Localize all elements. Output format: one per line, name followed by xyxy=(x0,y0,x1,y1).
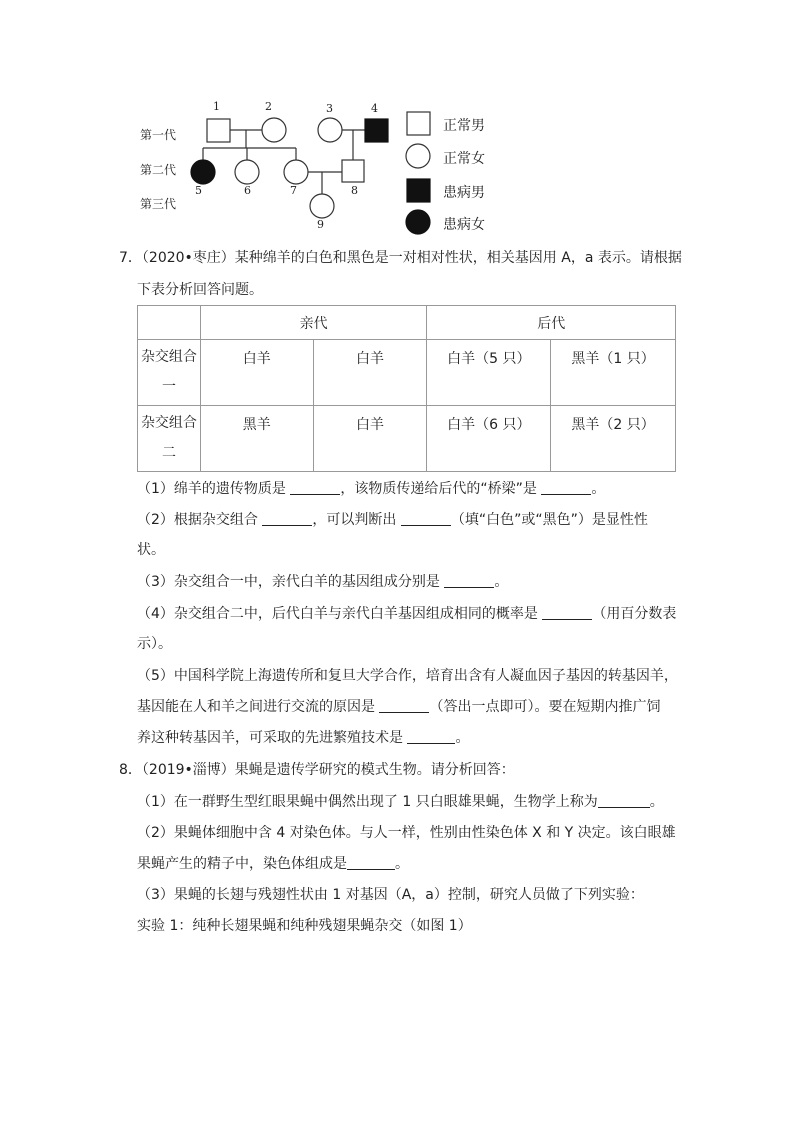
row-label-text: 杂交组合 xyxy=(140,349,197,365)
text: （1）在一群野生型红眼果蝇中偶然出现了 1 只白眼雄果蝇，生物学上称为 xyxy=(137,794,598,810)
answer-blank[interactable] xyxy=(290,480,340,495)
individual-number-3: 3 xyxy=(326,102,333,115)
text: （4）杂交组合二中，后代白羊与亲代白羊基因组成相同的概率是 xyxy=(137,606,538,622)
text: 果蝇产生的精子中，染色体组成是 xyxy=(137,856,347,872)
text: （2）根据杂交组合 xyxy=(137,512,258,528)
answer-blank[interactable] xyxy=(444,573,494,588)
table-header-offspring: 后代 xyxy=(427,306,676,340)
q7-sub-2 xyxy=(137,510,648,530)
individual-number-1: 1 xyxy=(213,100,220,113)
individual-number-9: 9 xyxy=(317,218,324,231)
individual-4-affected-male xyxy=(365,119,388,142)
table-header-empty xyxy=(138,306,201,340)
text: 。 xyxy=(455,730,470,746)
pedigree-chart xyxy=(0,0,794,240)
row-label-text: 杂交组合 xyxy=(140,415,197,431)
individual-8-normal-male xyxy=(342,160,364,182)
text: ，该物质传递给后代的“桥梁”是 xyxy=(340,481,537,497)
answer-blank[interactable] xyxy=(598,793,650,808)
legend-label-affected-female: 患病女 xyxy=(443,217,485,233)
table-cell-offspring-2: 黑羊（2 只） xyxy=(551,406,676,472)
q7-stem-line-1: 7．（2020•枣庄）某种绵羊的白色和黑色是一对相对性状，相关基因用 A，a 表示。请根据 xyxy=(119,250,682,266)
q7-sub-5-line-3 xyxy=(137,728,469,748)
text: 。 xyxy=(395,856,409,872)
q8-sub-2: （2）果蝇体细胞中含 4 对染色体。与人一样，性别由性染色体 X 和 Y 决定。该白眼雄 xyxy=(137,825,676,841)
text: 。 xyxy=(649,794,664,810)
table-row xyxy=(138,406,676,472)
generation-label-3: 第三代 xyxy=(140,197,177,211)
individual-2-normal-female xyxy=(262,118,286,142)
legend-label-affected-male: 患病男 xyxy=(443,185,485,201)
legend-label-normal-male: 正常男 xyxy=(443,118,485,134)
text: （填“白色”或“黑色”）是显性性 xyxy=(450,512,648,528)
q7-sub-5: （5）中国科学院上海遗传所和复旦大学合作，培育出含有人凝血因子基因的转基因羊， xyxy=(137,668,678,684)
text: （用百分数表 xyxy=(592,606,677,622)
q7-sub-1 xyxy=(137,479,605,499)
answer-blank[interactable] xyxy=(401,511,451,526)
individual-number-8: 8 xyxy=(351,184,358,197)
text: 。 xyxy=(494,574,509,590)
table-header-parent: 亲代 xyxy=(200,306,427,340)
answer-blank[interactable] xyxy=(542,605,592,620)
text: （答出一点即可）。要在短期内推广饲 xyxy=(429,699,661,715)
q7-sub-4-cont: 示）。 xyxy=(137,636,172,652)
table-cell-parent-2: 白羊 xyxy=(313,340,427,406)
individual-number-5: 5 xyxy=(195,184,202,197)
table-cell-offspring-2: 黑羊（1 只） xyxy=(551,340,676,406)
individual-1-normal-male xyxy=(207,119,230,142)
answer-blank[interactable] xyxy=(379,698,429,713)
q7-sub-2-cont: 状。 xyxy=(137,542,165,558)
row-label-cross-1 xyxy=(138,340,201,406)
table-cell-offspring-1: 白羊（5 只） xyxy=(427,340,551,406)
affected-male-filled-square-icon xyxy=(407,179,430,202)
legend-label-normal-female: 正常女 xyxy=(443,151,485,167)
individual-number-6: 6 xyxy=(244,184,251,197)
individual-6-normal-female xyxy=(235,160,259,184)
q8-sub-1 xyxy=(137,792,664,812)
generation-label-2: 第二代 xyxy=(140,163,177,177)
normal-female-circle-icon xyxy=(406,144,430,168)
row-label-cross-2 xyxy=(138,406,201,472)
answer-blank[interactable] xyxy=(407,729,455,744)
individual-5-affected-female xyxy=(191,160,215,184)
text: 养这种转基因羊，可采取的先进繁殖技术是 xyxy=(137,730,403,746)
individual-number-7: 7 xyxy=(290,184,297,197)
individual-number-2: 2 xyxy=(265,100,272,113)
affected-female-filled-circle-icon xyxy=(406,210,430,234)
table-row xyxy=(138,340,676,406)
q7-sub-4 xyxy=(137,604,676,624)
individual-3-normal-female xyxy=(318,118,342,142)
answer-blank[interactable] xyxy=(541,480,591,495)
table-cell-parent-1: 黑羊 xyxy=(200,406,313,472)
text: （1）绵羊的遗传物质是 xyxy=(137,481,286,497)
normal-male-square-icon xyxy=(407,112,430,135)
q8-experiment-1: 实验 1：纯种长翅果蝇和纯种残翅果蝇杂交（如图 1） xyxy=(137,918,472,934)
generation-label-1: 第一代 xyxy=(140,128,177,142)
text: ，可以判断出 xyxy=(312,512,397,528)
answer-blank[interactable] xyxy=(347,855,395,870)
answer-blank[interactable] xyxy=(262,511,312,526)
text: （3）杂交组合一中，亲代白羊的基因组成分别是 xyxy=(137,574,440,590)
table-cell-offspring-1: 白羊（6 只） xyxy=(427,406,551,472)
q7-sub-3 xyxy=(137,572,508,592)
individual-7-normal-female xyxy=(284,160,308,184)
row-label-number: 二 xyxy=(161,445,176,461)
table-cell-parent-2: 白羊 xyxy=(313,406,427,472)
q8-sub-3: （3）果蝇的长翅与残翅性状由 1 对基因（A，a）控制，研究人员做了下列实验： xyxy=(137,887,644,903)
row-label-number: 一 xyxy=(161,379,176,395)
text: 基因能在人和羊之间进行交流的原因是 xyxy=(137,699,375,715)
q7-cross-table xyxy=(137,305,676,472)
q8-sub-2-line-2 xyxy=(137,854,409,874)
q7-stem-line-2: 下表分析回答问题。 xyxy=(137,282,263,298)
table-header-row xyxy=(138,306,676,340)
table-cell-parent-1: 白羊 xyxy=(200,340,313,406)
individual-number-4: 4 xyxy=(371,102,378,115)
q7-sub-5-line-2 xyxy=(137,697,660,717)
individual-9-normal-female xyxy=(310,194,334,218)
text: 。 xyxy=(591,481,606,497)
q8-stem: 8．（2019•淄博）果蝇是遗传学研究的模式生物。请分析回答： xyxy=(119,762,515,778)
